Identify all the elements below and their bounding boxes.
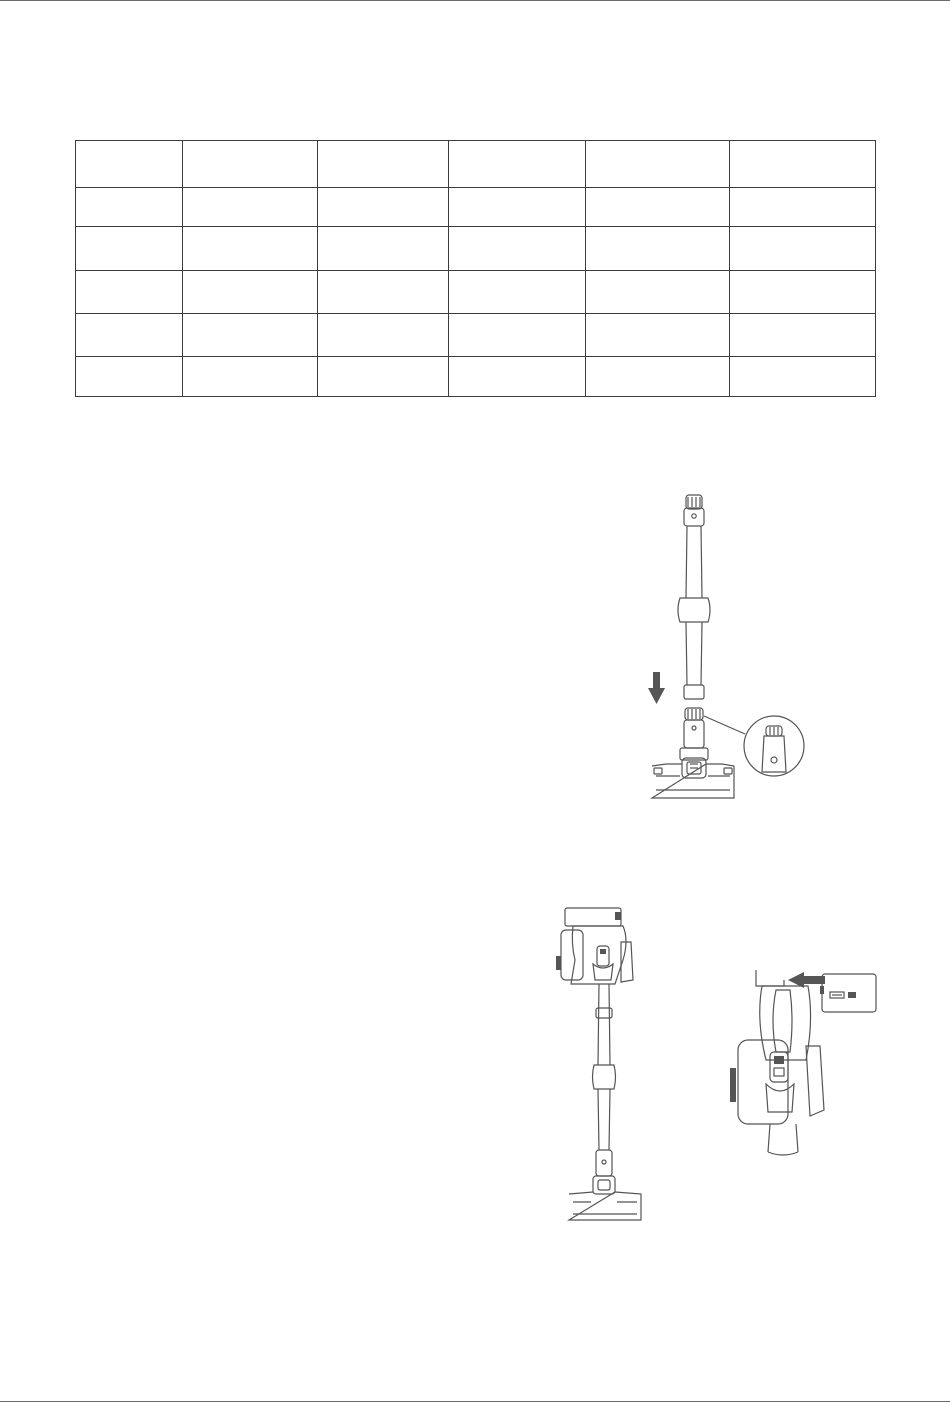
table-cell xyxy=(730,314,876,357)
table-cell xyxy=(318,357,449,397)
table-cell xyxy=(183,141,318,188)
table-cell xyxy=(449,314,586,357)
table-cell xyxy=(76,271,183,314)
table-cell xyxy=(449,141,586,188)
table-cell xyxy=(449,271,586,314)
table-cell xyxy=(586,357,730,397)
table-row xyxy=(76,141,876,188)
table-cell xyxy=(76,357,183,397)
table-cell xyxy=(586,314,730,357)
table-cell xyxy=(318,227,449,271)
table-cell xyxy=(76,188,183,227)
table-row xyxy=(76,227,876,271)
table-cell xyxy=(730,141,876,188)
table-cell xyxy=(318,188,449,227)
table-cell xyxy=(183,227,318,271)
table-cell xyxy=(586,141,730,188)
table-cell xyxy=(183,271,318,314)
table-row xyxy=(76,271,876,314)
table-row xyxy=(76,314,876,357)
header-rule xyxy=(0,0,950,1)
table-cell xyxy=(76,141,183,188)
table-cell xyxy=(318,314,449,357)
table-cell xyxy=(449,227,586,271)
table-cell xyxy=(318,271,449,314)
tube-to-floor-head-illustration xyxy=(610,480,840,820)
down-arrow-icon xyxy=(648,672,665,704)
table-cell xyxy=(586,227,730,271)
table-cell xyxy=(730,188,876,227)
battery-insertion-illustration xyxy=(710,960,880,1160)
table-cell xyxy=(76,227,183,271)
table-cell xyxy=(183,357,318,397)
table-cell xyxy=(730,271,876,314)
table-cell xyxy=(730,227,876,271)
table-cell xyxy=(318,141,449,188)
table-cell xyxy=(730,357,876,397)
table-cell xyxy=(183,188,318,227)
table-cell xyxy=(586,188,730,227)
table-cell xyxy=(586,271,730,314)
table-cell xyxy=(183,314,318,357)
footer-rule xyxy=(0,1401,950,1402)
table-cell xyxy=(76,314,183,357)
table-row xyxy=(76,188,876,227)
table-cell xyxy=(449,357,586,397)
assembled-stick-vacuum-illustration xyxy=(545,900,655,1230)
table-cell xyxy=(449,188,586,227)
table-row xyxy=(76,357,876,397)
spec-table xyxy=(75,140,876,397)
